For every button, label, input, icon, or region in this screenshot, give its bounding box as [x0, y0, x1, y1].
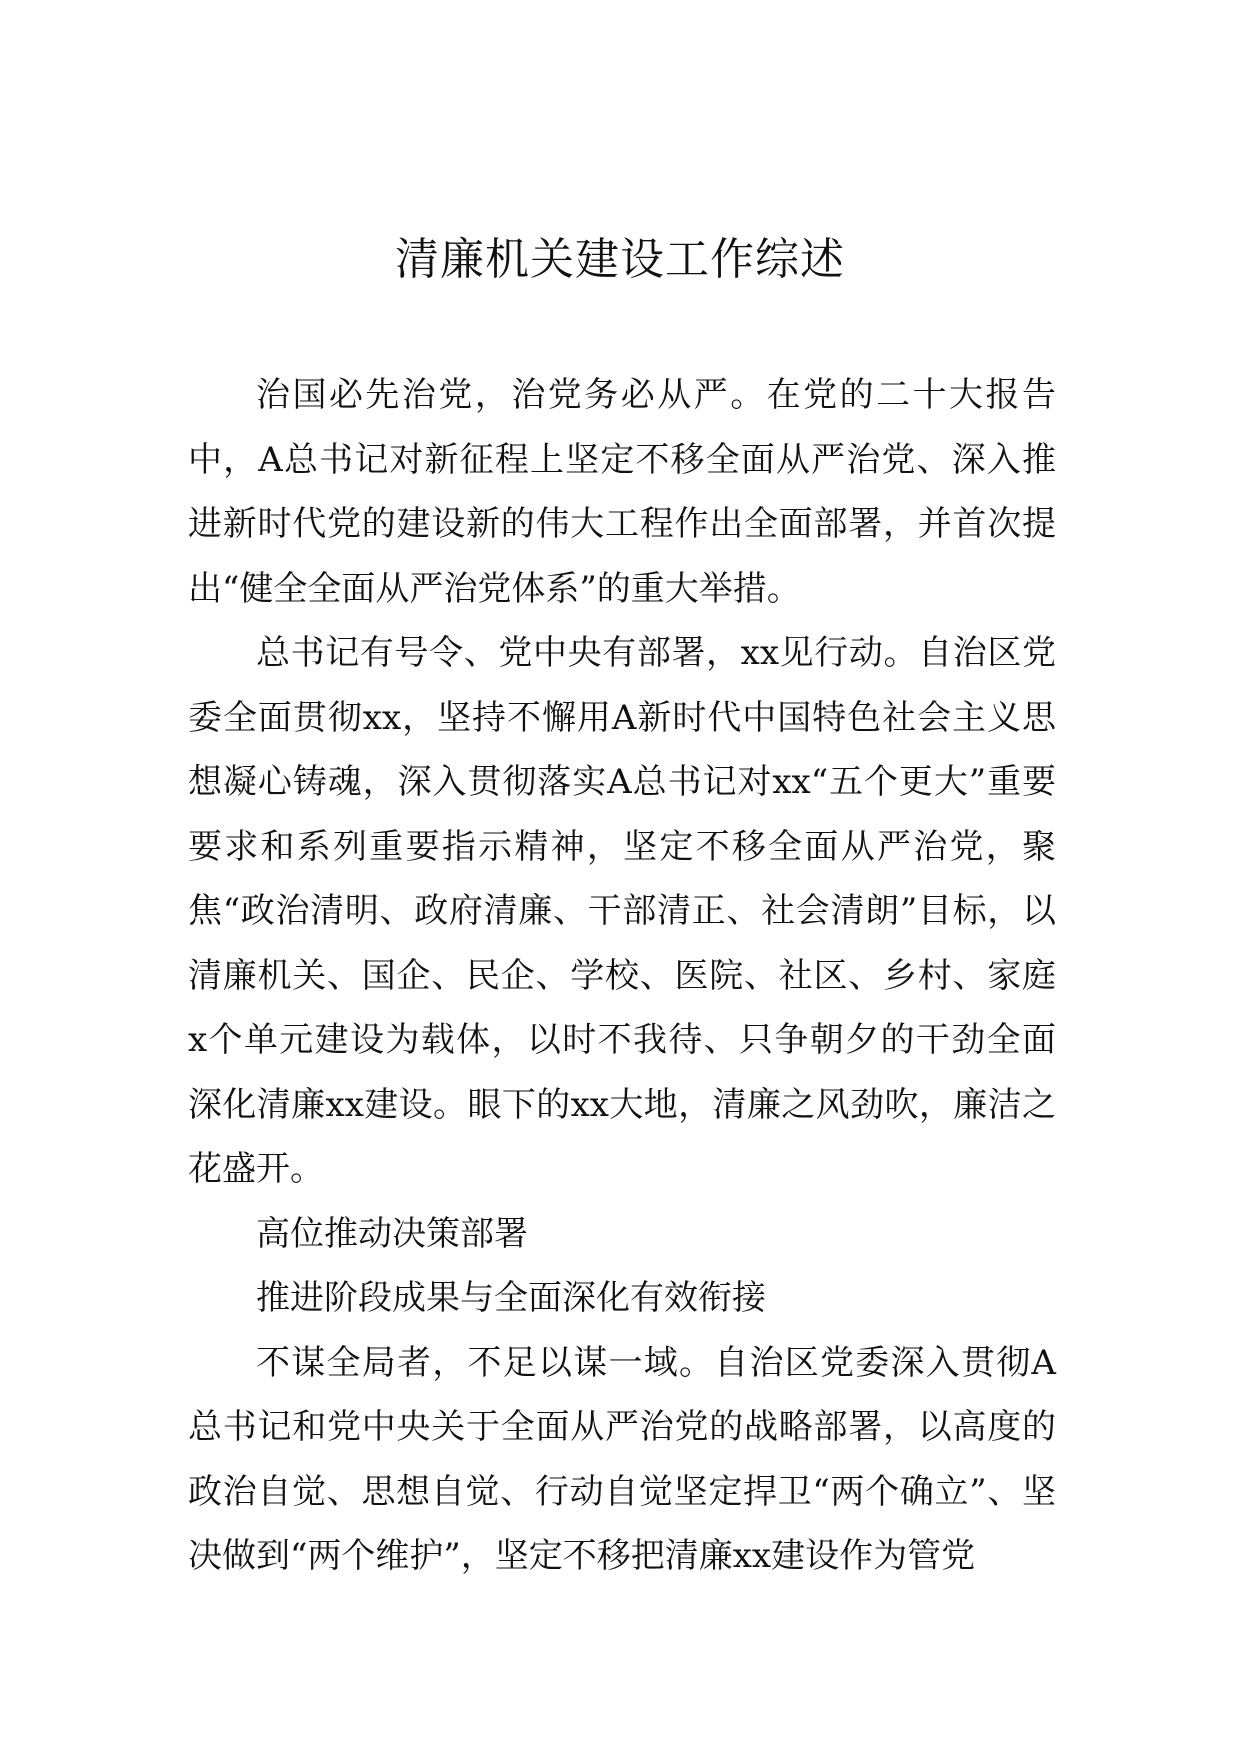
document-title: 清廉机关建设工作综述 — [395, 234, 845, 285]
document-body — [188, 363, 1056, 1589]
subsection-heading: 推进阶段成果与全面深化有效衔接 — [256, 1278, 766, 1318]
paragraph-section-body: 不谋全局者，不足以谋一域。自治区党委深入贯彻A总书记和党中央关于全面从严治党的战略部署，以高度的政治自觉、思想自觉、行动自觉坚定捍卫“两个确立”、坚决做到“两个维护”，坚定不移把清廉xx建设作为管党 — [188, 1342, 1056, 1576]
section-heading: 高位推动决策部署 — [256, 1213, 528, 1254]
paragraph-intro: 治国必先治党，治党务必从严。在党的二十大报告中，A总书记对新征程上坚定不移全面从严治党、深入推进新时代党的建设新的伟大工程作出全面部署，并首次提出“健全全面从严治党体系”的重大举措。 — [188, 375, 1056, 609]
paragraph-overview: 总书记有号令、党中央有部署，xx见行动。自治区党委全面贯彻xx，坚持不懈用A新时代中国特色社会主义思想凝心铸魂，深入贯彻落实A总书记对xx“五个更大”重要要求和系列重要指示精神，坚定不移全面从严治党，聚焦“政治清明、政府清廉、干部清正、社会清朗”目标，以清廉机关、国企、民企、学校、医院、社区、乡村、家庭x个单元建设为载体，以时不我待、只争朝夕的干劲全面深化清廉xx建设。眼下的xx大地，清廉之风劲吹，廉洁之花盛开。 — [188, 633, 1056, 1189]
